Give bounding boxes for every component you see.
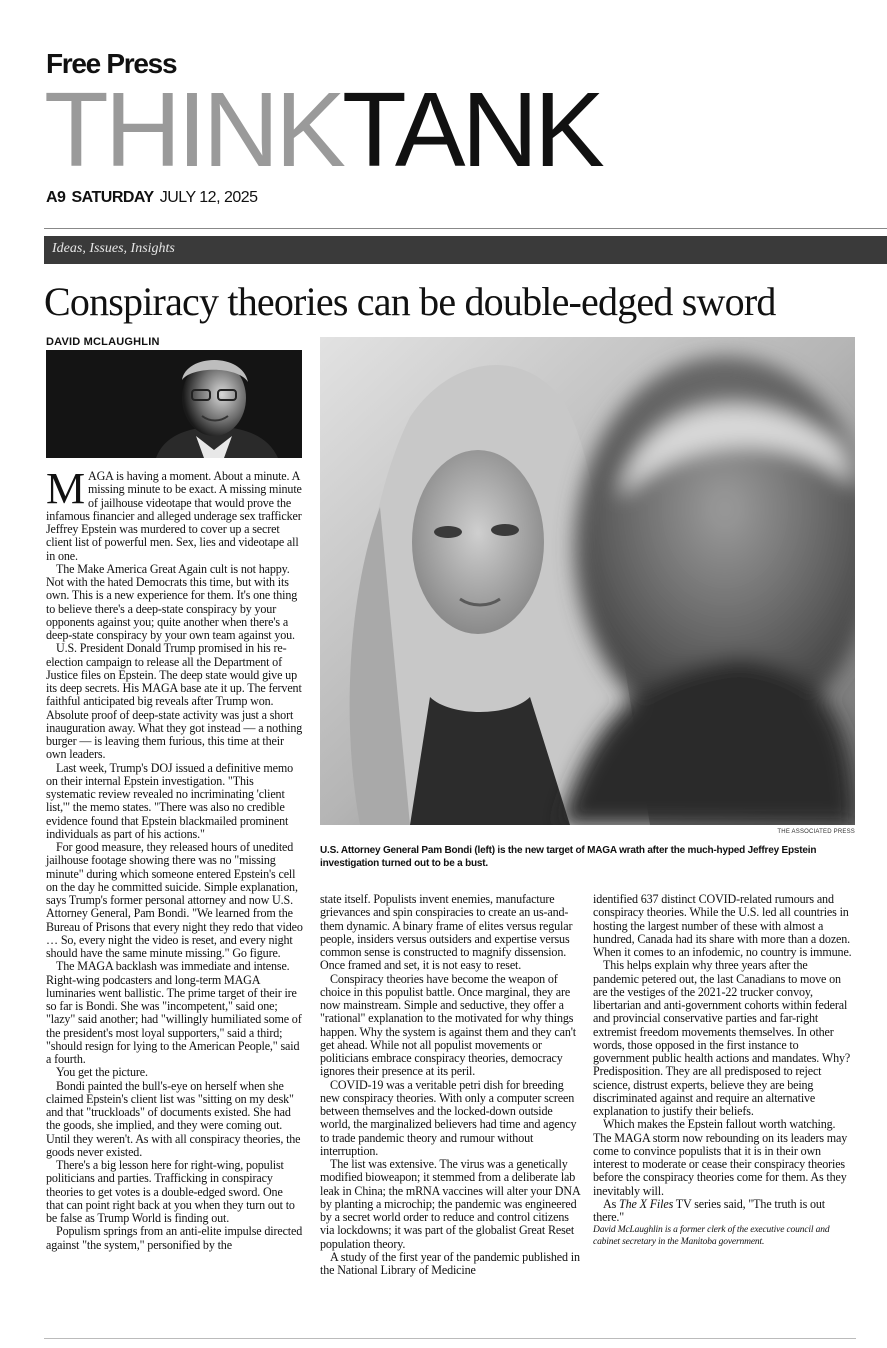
paragraph: The Make America Great Again cult is not happy. Not with the hated Democrats this time, but with its own. This is a new experience for them. It's one thing to believe there's a deep-state conspiracy by your opponents against you; quite another when there's a deep-state conspiracy by your own team against you. bbox=[46, 561, 298, 642]
closing-prefix: As bbox=[603, 1196, 620, 1211]
paragraph: Bondi painted the bull's-eye on herself when she claimed Epstein's client list was "sitting on my desk" and that "truckloads" of documents existed. She had the goods, she implied, and they were coming out. Until they weren't. As with all conspiracy theories, the goods never existed. bbox=[46, 1078, 301, 1159]
paragraph: There's a big lesson here for right-wing, populist politicians and parties. Trafficking in conspiracy theories to get votes is a double-edged sword. One that can point right back at you when they turn out to be false as Trump World is finding out. bbox=[46, 1158, 295, 1225]
dateline-day: SATURDAY bbox=[71, 189, 154, 206]
paragraph: Conspiracy theories have become the weapon of choice in this populist battle. Once marginal, they are now mainstream. Simple and seductive, they offer a "rational" explanation to the motivated for why things happen. Why the system is against them and they can't get ahead. While not all populist movements or politicians embrace conspiracy theories, democracy ignores their presence at its peril. bbox=[320, 971, 576, 1079]
closing-suffix: TV series said, "The truth is out there." bbox=[593, 1196, 826, 1224]
paragraph: A study of the first year of the pandemic published in the National Library of Medicine bbox=[320, 1249, 580, 1277]
paragraph: This helps explain why three years after the pandemic petered out, the last Canadians to move on are the vestiges of the 2021-22 trucker convoy, libertarian and anti-government cohorts within federal and provincial conservative parties and far-right extremist freedom movements themselves. In other words, those opposed in the first instance to government public health actions and mandates. Why? Predisposition. They are all predisposed to reject science, distrust experts, believe they are being discriminated against and require an alternative explanation to justify their beliefs. bbox=[593, 958, 851, 1118]
section-title-tank: TANK bbox=[342, 71, 601, 189]
masthead-logo: Free Press bbox=[46, 48, 177, 79]
article-column-2 bbox=[320, 893, 582, 1277]
headline: Conspiracy theories can be double-edged sword bbox=[44, 279, 776, 324]
author-headshot bbox=[46, 350, 302, 458]
photo-credit: THE ASSOCIATED PRESS bbox=[777, 829, 855, 835]
page-number: A9 bbox=[46, 189, 66, 206]
article-column-3 bbox=[593, 893, 855, 1248]
paragraph: You get the picture. bbox=[56, 1065, 148, 1080]
paragraph: Populism springs from an anti-elite impulse directed against "the system," personified by the bbox=[46, 1224, 303, 1252]
paragraph: state itself. Populists invent enemies, manufacture grievances and spin conspiracies to create an us-and-them dynamic. A binary frame of elites versus regular people, insiders versus outsiders and expertise versus common sense is constructed to magnify dissension. Once framed and set, it is not easy to reset. bbox=[320, 892, 573, 973]
photo-caption: U.S. Attorney General Pam Bondi (left) is the new target of MAGA wrath after the much-hyped Jeffrey Epstein investigation turned out to be a bust. bbox=[320, 845, 817, 869]
lead-photo bbox=[320, 337, 855, 825]
paragraph: identified 637 distinct COVID-related rumours and conspiracy theories. While the U.S. led all countries in hosting the largest number of these with almost a hundred, Canada had its share with more than a dozen. When it comes to an infodemic, no country is immune. bbox=[593, 892, 852, 959]
drop-cap: M bbox=[46, 464, 85, 513]
dateline-date: JULY 12, 2025 bbox=[159, 189, 258, 206]
lead-text: AGA is having a moment. About a minute. A missing minute to be exact. A missing minute of jailhouse videotape that would prove the infamous financier and alleged underage sex trafficker Jeffrey Epstein was murdered to cover up a secret client list of powerful men. Sex, lies and videotape all in one. bbox=[46, 469, 302, 563]
paragraph: Which makes the Epstein fallout worth watching. The MAGA storm now rebounding on its leaders may come to convince populists that it is in their own interest to moderate or cease their conspiracy theories before the conspiracy theories come for them. As they inevitably will. bbox=[593, 1117, 848, 1198]
dateline bbox=[46, 189, 258, 207]
article-column-1 bbox=[46, 464, 303, 1252]
paragraph: For good measure, they released hours of unedited jailhouse footage showing there was no "missing minute" during which someone entered Epstein's cell on the day he committed suicide. Simple explanation, says Trump's former personal attorney and now U.S. Attorney General, Pam Bondi. "We learned from the Bureau of Prisons that every night they redo that video … So, every night the video is reset, and every night should have the same minute missing." Go figure. bbox=[46, 840, 303, 960]
paragraph: The MAGA backlash was immediate and intense. Right-wing podcasters and long-term MAGA luminaries went ballistic. The prime target of their ire so far is Bondi. She was "incompetent," said one; "lazy" said another; had "willingly humiliated some of the president's most loyal supporters," said a third; "should resign for lying to the American People," said a fourth. bbox=[46, 959, 302, 1066]
closing-paragraph bbox=[593, 1198, 855, 1225]
paragraph: The list was extensive. The virus was a genetically modified bioweapon; it stemmed from a deliberate lab leak in China; the mRNA vaccines will alter your DNA by planting a microchip; the pandemic was engineered by a secret world order to reduce and control citizens via lockdowns; it was part of the globalist Great Reset population theory. bbox=[320, 1157, 580, 1251]
section-title bbox=[44, 70, 601, 190]
closing-title: The X Files bbox=[619, 1196, 674, 1211]
bottom-divider bbox=[44, 1338, 856, 1339]
byline: DAVID MCLAUGHLIN bbox=[46, 336, 160, 348]
paragraph: COVID-19 was a veritable petri dish for breeding new conspiracy theories. With only a computer screen between themselves and the locked-down outside world, the marginalized believers had time and agency to trade pandemic theory and rumour without interruption. bbox=[320, 1077, 577, 1158]
lead-paragraph bbox=[46, 464, 303, 563]
paragraph: Last week, Trump's DOJ issued a definitive memo on their internal Epstein investigation. "This systematic review revealed no incriminating 'client list,'" the memo states. "There was also no credible evidence found that Epstein blackmailed prominent individuals as part of his actions." bbox=[46, 760, 293, 841]
paragraph: U.S. President Donald Trump promised in his re-election campaign to release all the Department of Justice files on Epstein. The deep state would give up its deep secrets. His MAGA base ate it up. The fervent faithful anticipated big reveals after Trump won. Absolute proof of deep-state activity was just a short inauguration away. What they got instead — a nothing burger — is leaving them furious, this time at their own leaders. bbox=[46, 641, 303, 762]
banner-label: Ideas, Issues, Insights bbox=[52, 241, 175, 256]
section-title-think: THINK bbox=[44, 71, 342, 189]
divider bbox=[44, 228, 887, 229]
author-bio: David McLaughlin is a former clerk of the executive council and cabinet secretary in the Manitoba government. bbox=[593, 1225, 830, 1248]
section-banner bbox=[44, 236, 887, 264]
